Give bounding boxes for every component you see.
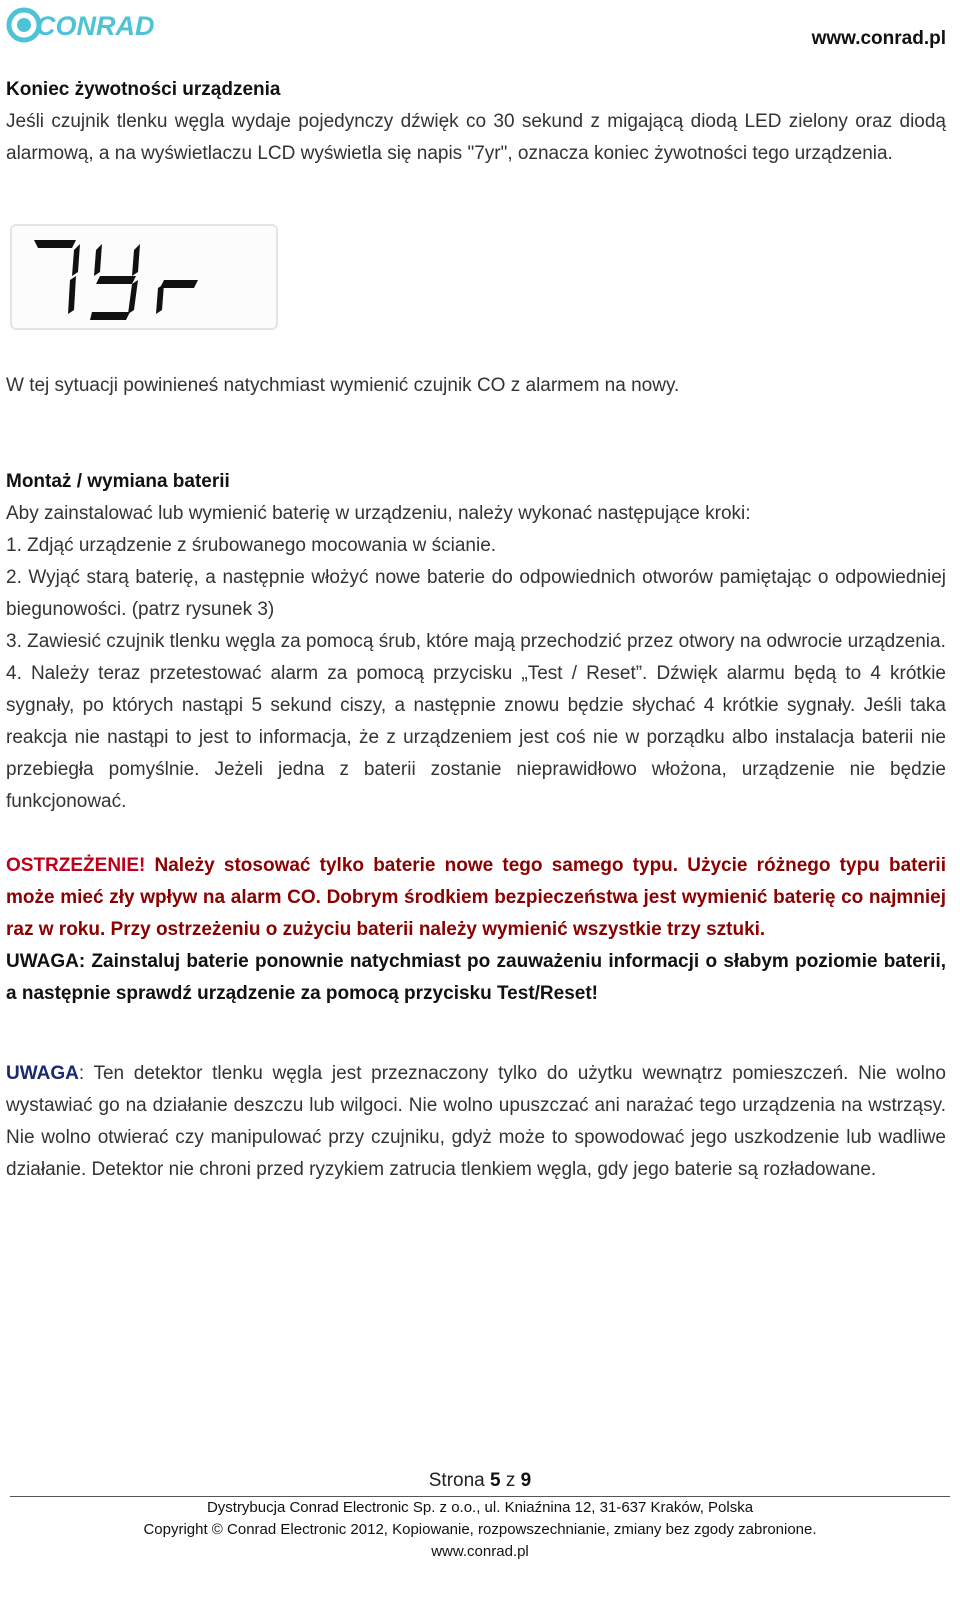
page-current: 5: [490, 1470, 501, 1491]
battery-intro: Aby zainstalować lub wymienić baterię w urządzeniu, należy wykonać następujące kroki:: [6, 503, 751, 524]
battery-note: UWAGA: Zainstaluj baterie ponownie natychmiast po zauważeniu informacji o słabym poziomie baterii, a następnie sprawdź urządzenie za pomocą przycisku Test/Reset!: [6, 951, 946, 1004]
page-header: [0, 0, 960, 60]
end-of-life-heading: Koniec żywotności urządzenia: [6, 79, 281, 100]
battery-step-2: 2. Wyjąć starą baterię, a następnie włożyć nowe baterie do odpowiednich otworów pamiętając o odpowiedniej biegunowości. (patrz rysunek 3): [6, 567, 946, 620]
warning-label: OSTRZEŻENIE!: [6, 855, 146, 876]
battery-step-3: 3. Zawiesić czujnik tlenku węgla za pomocą śrub, które mają przechodzić przez otwory na odwrocie urządzenia.: [6, 631, 946, 652]
page-footer: [0, 1470, 960, 1563]
footer-url: www.conrad.pl: [431, 1543, 529, 1560]
footer-copyright: Copyright © Conrad Electronic 2012, Kopiowanie, rozpowszechnianie, zmiany bez zgody zabronione.: [143, 1521, 817, 1538]
warning-paragraph: [6, 850, 946, 946]
lcd-7yr-glyphs: [12, 226, 276, 328]
page-content: [6, 74, 946, 1186]
indoor-notice: [6, 1058, 946, 1186]
replace-detector-text: W tej sytuacji powinieneś natychmiast wymienić czujnik CO z alarmem na nowy.: [6, 375, 680, 396]
page-total: 9: [520, 1470, 532, 1491]
notice-text: : Ten detektor tlenku węgla jest przeznaczony tylko do użytku wewnątrz pomieszczeń. Nie wolno wystawiać go na działanie deszczu lub wilgoci. Nie wolno upuszczać ani narażać tego urządzenia na wstrząsy. Nie wolno otwierać czy manipulować przy czujniku, gdyż może to spowodować jego uszkodzenie lub wadliwe działanie. Detektor nie chroni przed ryzykiem zatrucia tlenkiem węgla, gdy jego baterie są rozładowane.: [6, 1063, 946, 1180]
battery-step-1: 1. Zdjąć urządzenie z śrubowanego mocowania w ścianie.: [6, 535, 497, 556]
logo-wordmark: CONRAD: [36, 11, 155, 41]
end-of-life-text: Jeśli czujnik tlenku węgla wydaje pojedynczy dźwięk co 30 sekund z migającą diodą LED zielony oraz diodą alarmową, a na wyświetlaczu LCD wyświetla się napis "7yr", oznacza koniec żywotności tego urządzenia.: [6, 111, 946, 164]
page-number: Strona 5 z 9: [428, 1470, 532, 1491]
conrad-logo: [6, 4, 166, 44]
notice-label: UWAGA: [6, 1063, 79, 1084]
battery-step-4: 4. Należy teraz przetestować alarm za pomocą przycisku „Test / Reset”. Dźwięk alarmu będą to 4 krótkie sygnały, po których nastąpi 5 sekund ciszy, a następnie znowu będzie słychać 4 krótkie sygnały. Jeśli taka reakcja nie nastąpi to jest to informacja, że z urządzeniem jest coś nie w porządku albo instalacja baterii nie przebiegła pomyślnie. Jeżeli jedna z baterii zostanie nieprawidłowo włożona, urządzenie nie będzie funkcjonować.: [6, 663, 946, 812]
battery-heading: Montaż / wymiana baterii: [6, 471, 230, 492]
lcd-display-image: [10, 224, 278, 330]
footer-distribution: Dystrybucja Conrad Electronic Sp. z o.o., ul. Kniaźnina 12, 31-637 Kraków, Polska: [206, 1499, 754, 1516]
warning-text: Należy stosować tylko baterie nowe tego samego typu. Użycie różnego typu baterii może mieć zły wpływ na alarm CO. Dobrym środkiem bezpieczeństwa jest wymienić baterię co najmniej raz w roku. Przy ostrzeżeniu o zużyciu baterii należy wymienić wszystkie trzy sztuki.: [6, 855, 946, 940]
site-url: www.conrad.pl: [811, 28, 946, 49]
